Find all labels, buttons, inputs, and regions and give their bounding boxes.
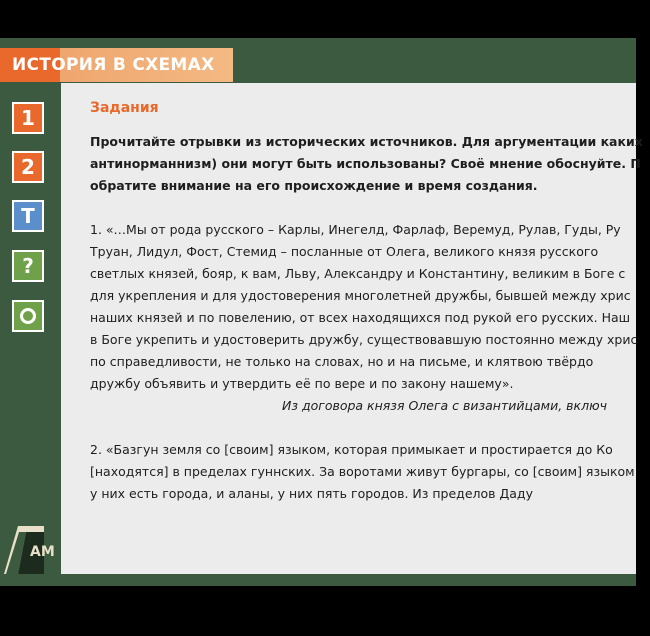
title-banner: [0, 48, 233, 82]
slide: [0, 38, 643, 586]
circle-icon: [20, 308, 36, 324]
logo-letters: АМ: [30, 544, 55, 560]
passage2-line: у них есть города, и аланы, у них пять городов. Из пределов Даду: [90, 486, 533, 501]
nav-button-circle[interactable]: [12, 300, 44, 332]
passage1-line: дружбу объявить и утвердить её по вере и по закону нашему».: [90, 376, 514, 391]
passage1-line: в Боге укрепить и удостоверить дружбу, существовавшую постоянно между хрис: [90, 332, 638, 347]
passage1-line: Труан, Лидул, Фост, Стемид – посланные от Олега, великого князя русского: [90, 244, 599, 259]
passage1-line: 1. «…Мы от рода русского – Карлы, Инегелд, Фарлаф, Веремуд, Рулав, Гуды, Ру: [90, 222, 621, 237]
passage1-source: Из договора князя Олега с византийцами, включ: [282, 398, 607, 413]
passage2-line: [находятся] в пределах гуннских. За воротами живут бургары, со [своим] языком: [90, 464, 635, 479]
passage1-line: светлых князей, бояр, к вам, Льву, Александру и Константину, великим в Боге с: [90, 266, 626, 281]
passage2-line: 2. «Базгун земля со [своим] языком, которая примыкает и простирается до Ко: [90, 442, 613, 457]
section-heading: Задания: [90, 100, 159, 116]
task-line: обратите внимание на его происхождение и время создания.: [90, 178, 538, 193]
page-title: ИСТОРИЯ В СХЕМАХ: [12, 55, 215, 75]
task-line: антинорманнизм) они могут быть использованы? Своё мнение обоснуйте. П: [90, 156, 641, 171]
passage1-line: для укрепления и для удостоверения многолетней дружбы, бывшей между хрис: [90, 288, 631, 303]
nav-button-2[interactable]: 2: [12, 151, 44, 183]
nav-button-theory[interactable]: Т: [12, 200, 44, 232]
nav-button-1[interactable]: 1: [12, 102, 44, 134]
logo: [4, 526, 55, 574]
content-panel: [61, 83, 643, 574]
passage1-line: по справедливости, не только на словах, но и на письме, и клятвою твёрдо: [90, 354, 594, 369]
task-line: Прочитайте отрывки из исторических источников. Для аргументации каких: [90, 134, 643, 149]
passage1-line: наших князей и по повелению, от всех находящихся под рукой его русских. Наш: [90, 310, 631, 325]
nav-button-question[interactable]: ?: [12, 250, 44, 282]
task-text: [90, 131, 650, 505]
